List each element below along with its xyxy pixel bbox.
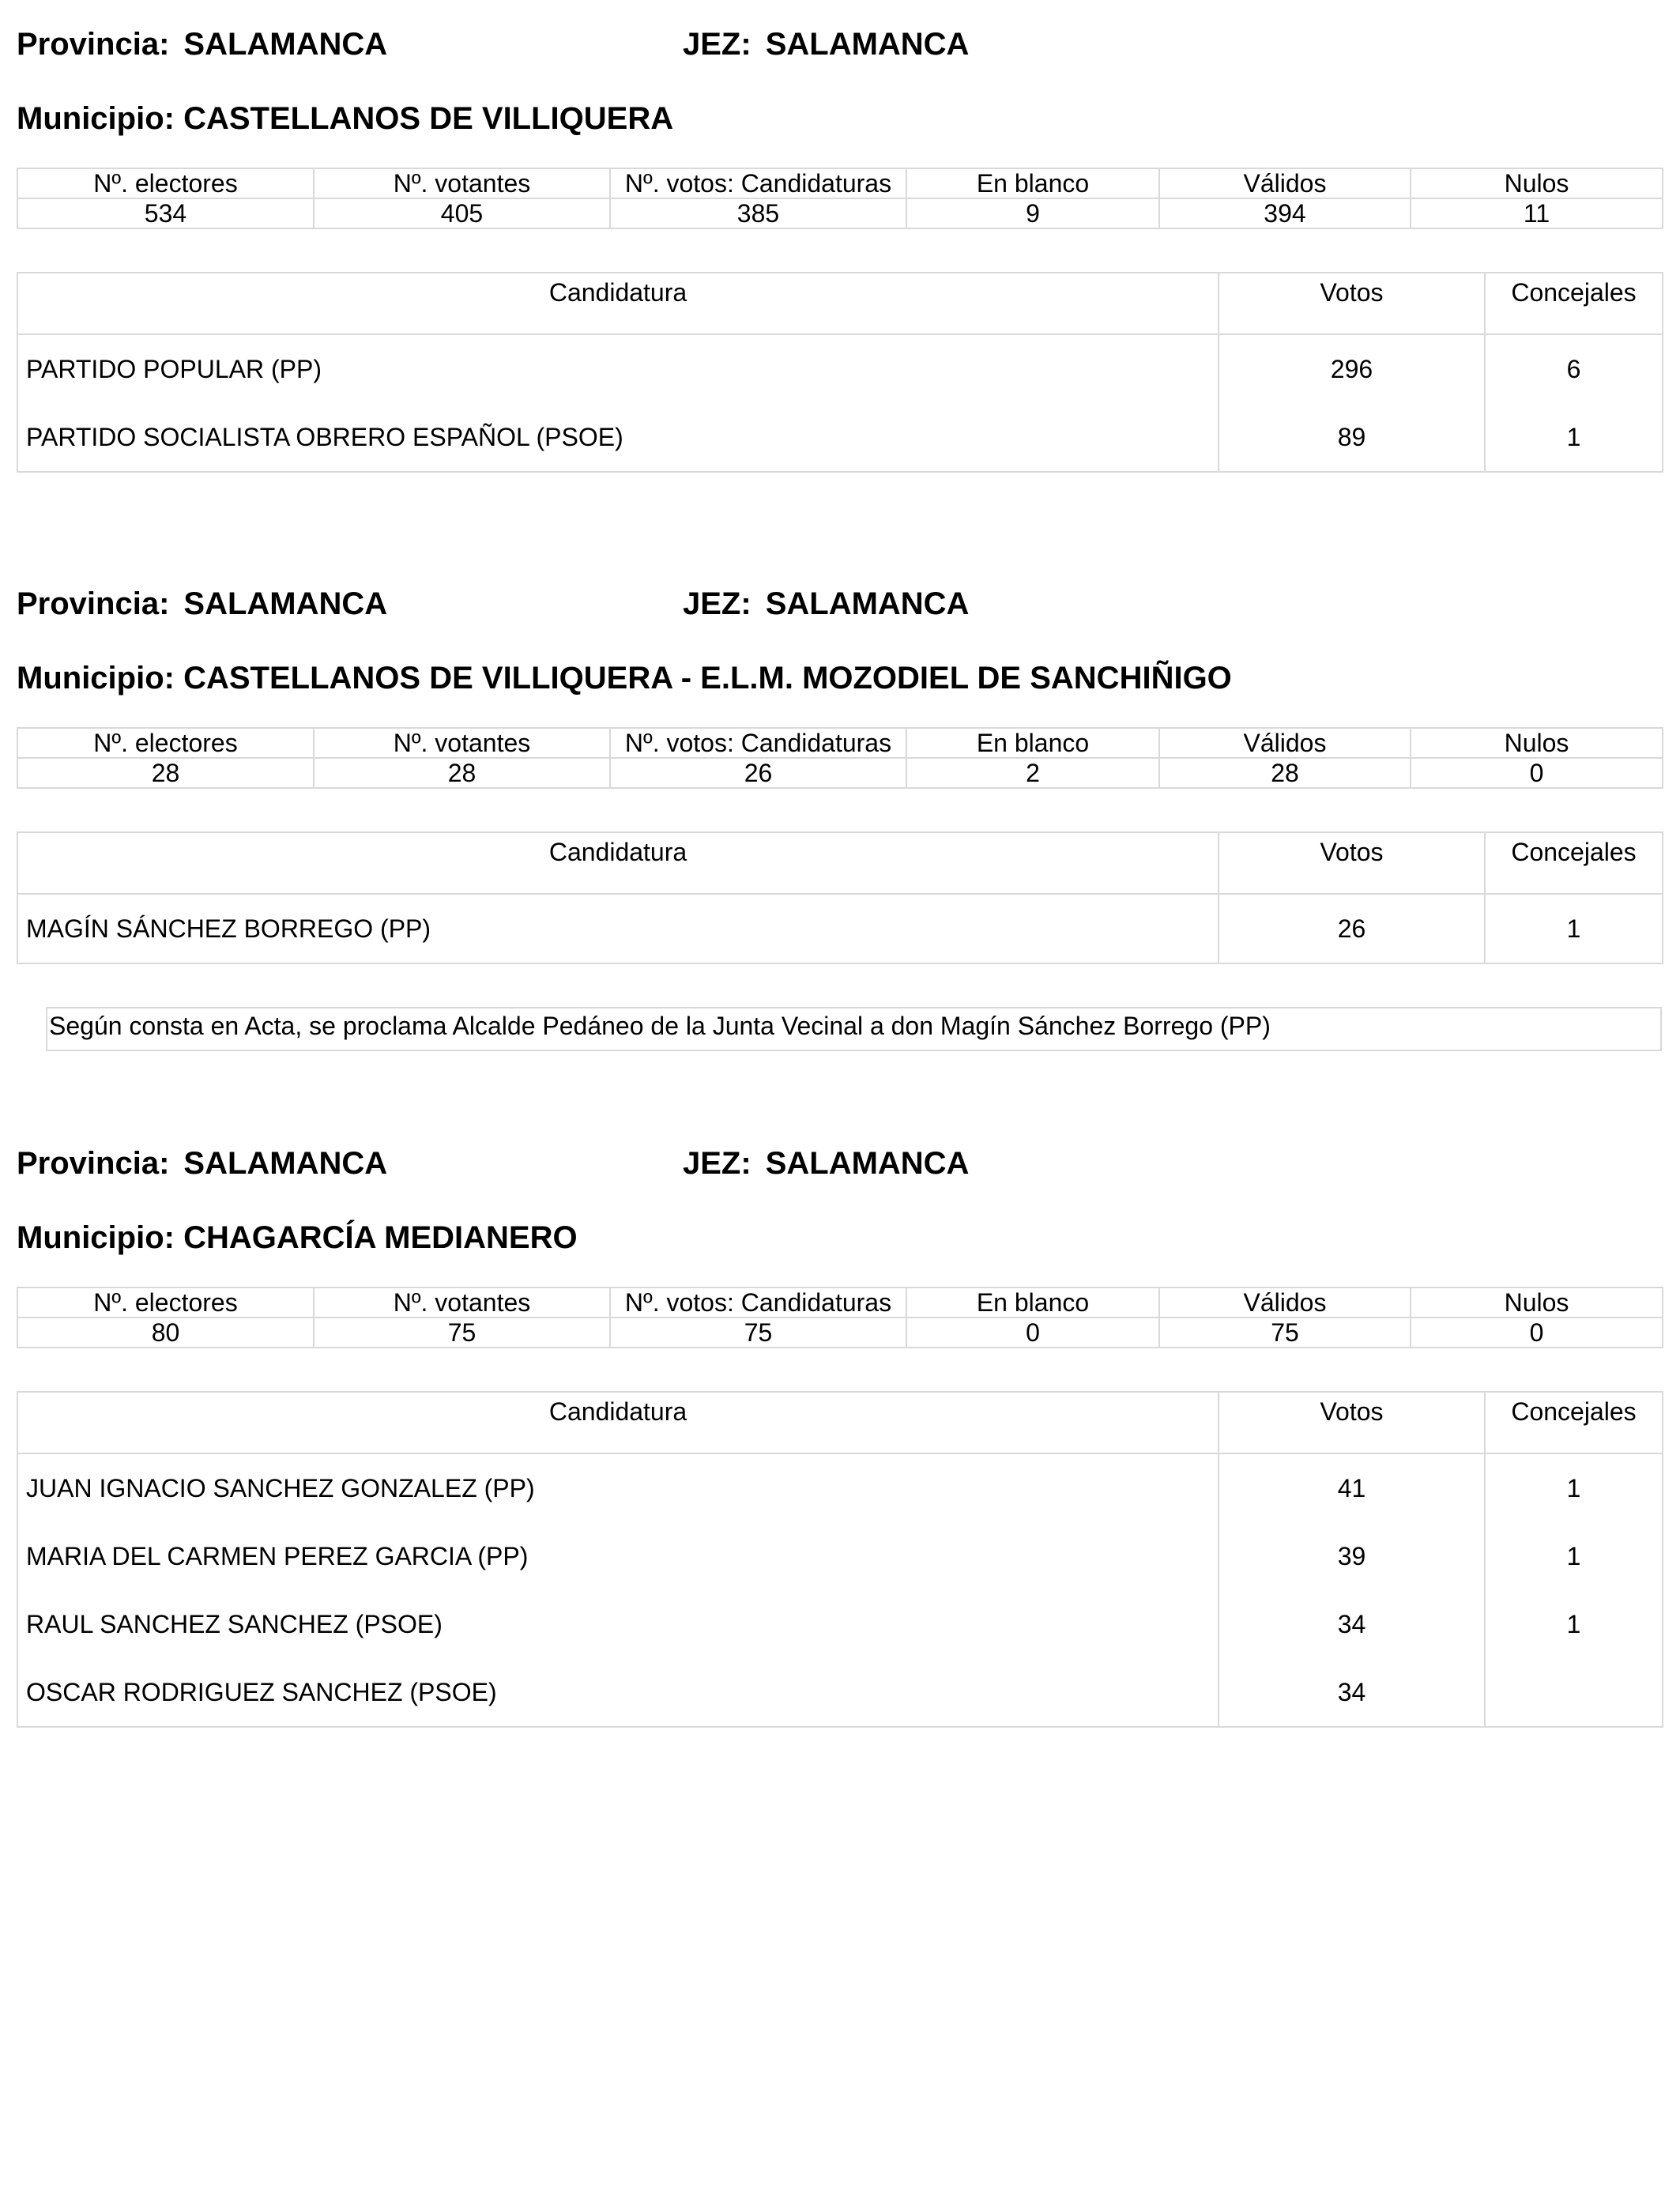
candidate-name: OSCAR RODRIGUEZ SANCHEZ (PSOE)	[17, 1658, 1219, 1727]
candidate-name: PARTIDO POPULAR (PP)	[17, 334, 1219, 403]
stats-header-cell: En blanco	[906, 728, 1159, 758]
concejales-header: Concejales	[1485, 832, 1663, 894]
stats-value-cell: 28	[1159, 758, 1411, 788]
candidate-votos: 39	[1219, 1522, 1485, 1590]
candidates-header-row	[17, 1392, 1663, 1453]
candidates-header-row	[17, 832, 1663, 894]
candidates-table	[17, 1391, 1663, 1728]
stats-header-cell: En blanco	[906, 168, 1159, 198]
stats-header-cell: Nº. votos: Candidaturas	[610, 1287, 906, 1318]
candidate-votos: 89	[1219, 403, 1485, 472]
stats-value-cell: 26	[610, 758, 906, 788]
candidate-name: PARTIDO SOCIALISTA OBRERO ESPAÑOL (PSOE)	[17, 403, 1219, 472]
stats-header-cell: Nº. votantes	[314, 1287, 610, 1318]
municipio-heading: Municipio: CASTELLANOS DE VILLIQUERA - E.L.M. MOZODIEL DE SANCHIÑIGO	[17, 661, 1232, 696]
candidate-name: JUAN IGNACIO SANCHEZ GONZALEZ (PP)	[17, 1453, 1219, 1522]
provincia-heading: Provincia: SALAMANCA	[17, 27, 388, 62]
stats-value-row	[17, 198, 1663, 228]
candidate-concejales: 1	[1485, 1522, 1663, 1590]
candidate-concejales: 1	[1485, 1590, 1663, 1658]
votos-header: Votos	[1219, 1392, 1485, 1453]
stats-header-cell: En blanco	[906, 1287, 1159, 1318]
candidate-row	[17, 1590, 1663, 1658]
stats-table	[17, 1287, 1663, 1348]
votos-header: Votos	[1219, 273, 1485, 334]
candidatura-header: Candidatura	[17, 273, 1219, 334]
stats-value-cell: 80	[17, 1318, 314, 1348]
stats-header-row	[17, 728, 1663, 758]
stats-value-cell: 2	[906, 758, 1159, 788]
candidate-name: MAGÍN SÁNCHEZ BORREGO (PP)	[17, 894, 1219, 963]
candidate-votos: 34	[1219, 1590, 1485, 1658]
municipio-heading: Municipio: CASTELLANOS DE VILLIQUERA	[17, 101, 674, 136]
candidate-concejales: 6	[1485, 334, 1663, 403]
stats-value-cell: 75	[610, 1318, 906, 1348]
candidates-header-row	[17, 273, 1663, 334]
stats-value-row	[17, 1318, 1663, 1348]
candidate-row	[17, 894, 1663, 963]
stats-table	[17, 168, 1663, 229]
stats-table	[17, 727, 1663, 789]
stats-header-cell: Nº. votantes	[314, 168, 610, 198]
stats-header-cell: Nº. electores	[17, 168, 314, 198]
candidate-concejales: 1	[1485, 1453, 1663, 1522]
candidates-table	[17, 831, 1663, 964]
candidatura-header: Candidatura	[17, 1392, 1219, 1453]
candidate-row	[17, 403, 1663, 472]
stats-header-cell: Nº. votos: Candidaturas	[610, 728, 906, 758]
stats-value-cell: 28	[17, 758, 314, 788]
stats-header-cell: Válidos	[1159, 1287, 1411, 1318]
provincia-heading: Provincia: SALAMANCA	[17, 586, 388, 621]
stats-header-cell: Nº. votantes	[314, 728, 610, 758]
jez-heading: JEZ: SALAMANCA	[683, 27, 970, 62]
candidate-votos: 34	[1219, 1658, 1485, 1727]
stats-value-cell: 534	[17, 198, 314, 228]
provincia-heading: Provincia: SALAMANCA	[17, 1146, 388, 1181]
candidate-name: MARIA DEL CARMEN PEREZ GARCIA (PP)	[17, 1522, 1219, 1590]
votos-header: Votos	[1219, 832, 1485, 894]
proclamation-note: Según consta en Acta, se proclama Alcalde Pedáneo de la Junta Vecinal a don Magín Sánchez Borrego (PP)	[46, 1007, 1662, 1051]
candidatura-header: Candidatura	[17, 832, 1219, 894]
candidate-concejales: 1	[1485, 894, 1663, 963]
stats-value-cell: 75	[1159, 1318, 1411, 1348]
candidate-name: RAUL SANCHEZ SANCHEZ (PSOE)	[17, 1590, 1219, 1658]
jez-heading: JEZ: SALAMANCA	[683, 1146, 970, 1181]
candidate-row	[17, 1522, 1663, 1590]
candidate-concejales	[1485, 1658, 1663, 1727]
stats-value-cell: 0	[906, 1318, 1159, 1348]
stats-header-cell: Nº. electores	[17, 1287, 314, 1318]
stats-value-row	[17, 758, 1663, 788]
stats-header-cell: Válidos	[1159, 728, 1411, 758]
concejales-header: Concejales	[1485, 273, 1663, 334]
stats-value-cell: 28	[314, 758, 610, 788]
stats-header-cell: Válidos	[1159, 168, 1411, 198]
candidate-concejales: 1	[1485, 403, 1663, 472]
candidates-table	[17, 272, 1663, 473]
stats-header-cell: Nulos	[1411, 728, 1663, 758]
stats-header-cell: Nulos	[1411, 168, 1663, 198]
stats-value-cell: 0	[1411, 1318, 1663, 1348]
candidate-votos: 41	[1219, 1453, 1485, 1522]
stats-value-cell: 0	[1411, 758, 1663, 788]
stats-header-row	[17, 168, 1663, 198]
stats-header-row	[17, 1287, 1663, 1318]
concejales-header: Concejales	[1485, 1392, 1663, 1453]
stats-header-cell: Nº. votos: Candidaturas	[610, 168, 906, 198]
stats-header-cell: Nº. electores	[17, 728, 314, 758]
stats-value-cell: 405	[314, 198, 610, 228]
candidate-row	[17, 334, 1663, 403]
stats-value-cell: 75	[314, 1318, 610, 1348]
stats-value-cell: 394	[1159, 198, 1411, 228]
stats-header-cell: Nulos	[1411, 1287, 1663, 1318]
stats-value-cell: 11	[1411, 198, 1663, 228]
candidate-votos: 26	[1219, 894, 1485, 963]
candidate-row	[17, 1453, 1663, 1522]
candidate-votos: 296	[1219, 334, 1485, 403]
candidate-row	[17, 1658, 1663, 1727]
jez-heading: JEZ: SALAMANCA	[683, 586, 970, 621]
stats-value-cell: 9	[906, 198, 1159, 228]
stats-value-cell: 385	[610, 198, 906, 228]
municipio-heading: Municipio: CHAGARCÍA MEDIANERO	[17, 1220, 578, 1255]
